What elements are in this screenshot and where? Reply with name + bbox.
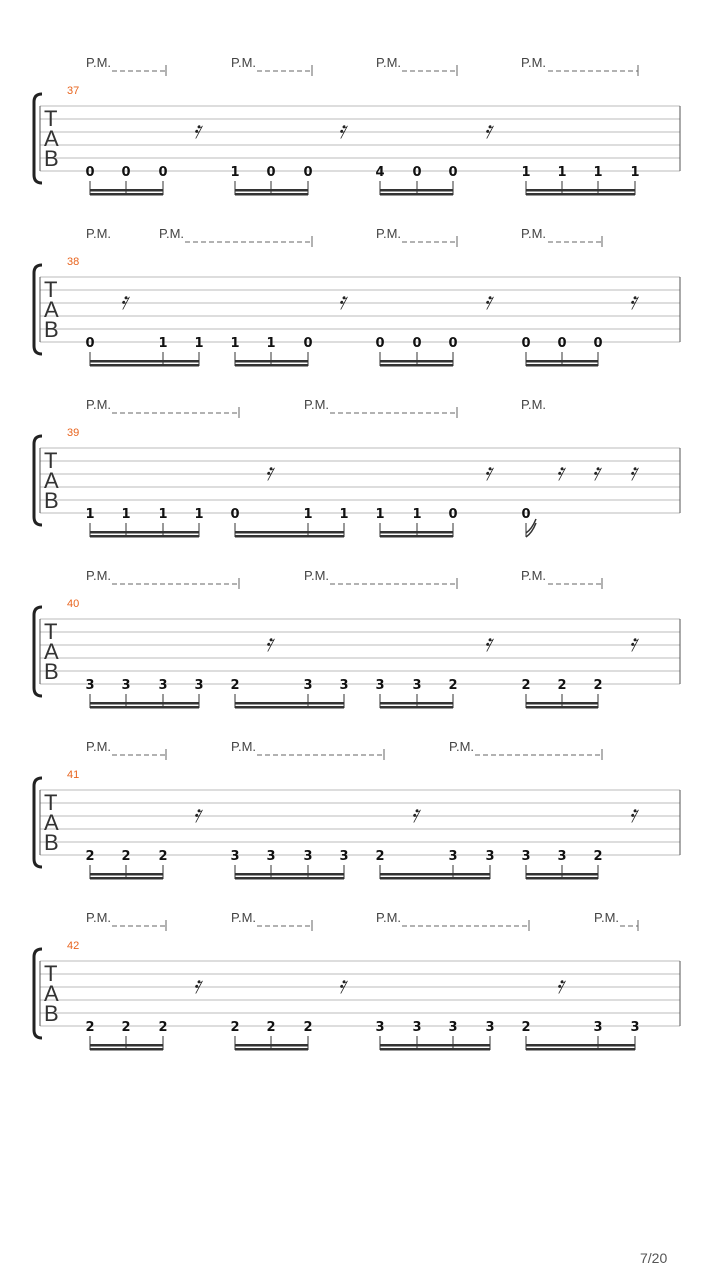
beam-secondary bbox=[235, 535, 344, 538]
system-bracket bbox=[34, 436, 42, 525]
fret-number: 0 bbox=[230, 507, 240, 522]
fret-number: 2 bbox=[158, 849, 168, 864]
fret-number: 3 bbox=[412, 678, 422, 693]
palm-mute-label: P.M. bbox=[521, 226, 547, 241]
beam-primary bbox=[526, 702, 598, 705]
sixteenth-rest: 𝄿 bbox=[338, 116, 346, 144]
beam-primary bbox=[90, 873, 163, 876]
fret-number: 2 bbox=[85, 849, 95, 864]
beam-primary bbox=[380, 1044, 490, 1047]
tab-clef-t: T bbox=[44, 448, 58, 473]
beam-primary bbox=[90, 189, 163, 192]
beam-primary bbox=[90, 531, 199, 534]
fret-number: 2 bbox=[521, 1020, 531, 1035]
fret-number: 1 bbox=[230, 165, 240, 180]
sixteenth-rest: 𝄿 bbox=[193, 971, 201, 999]
sixteenth-rest: 𝄿 bbox=[556, 458, 564, 486]
fret-number: 0 bbox=[448, 165, 458, 180]
fret-number: 3 bbox=[412, 1020, 422, 1035]
beam-secondary bbox=[90, 364, 199, 367]
palm-mute-label: P.M. bbox=[376, 226, 402, 241]
fret-number: 2 bbox=[266, 1020, 276, 1035]
beam-secondary bbox=[380, 877, 490, 880]
fret-number: 1 bbox=[158, 336, 168, 351]
fret-number: 1 bbox=[194, 507, 204, 522]
fret-number: 0 bbox=[448, 507, 458, 522]
fret-number: 0 bbox=[158, 165, 168, 180]
fret-number: 3 bbox=[230, 849, 240, 864]
beam-primary bbox=[526, 189, 635, 192]
fret-number: 0 bbox=[412, 165, 422, 180]
beam-secondary bbox=[380, 364, 453, 367]
measure-number: 39 bbox=[67, 427, 80, 439]
fret-number: 3 bbox=[448, 1020, 458, 1035]
measure-number: 37 bbox=[67, 85, 80, 97]
system-bracket bbox=[34, 607, 42, 696]
beam-primary bbox=[526, 873, 598, 876]
fret-number: 1 bbox=[412, 507, 422, 522]
tab-clef-b: B bbox=[44, 317, 59, 342]
fret-number: 2 bbox=[230, 1020, 240, 1035]
beam-secondary bbox=[526, 193, 635, 196]
beam-primary bbox=[380, 189, 453, 192]
sixteenth-rest: 𝄿 bbox=[338, 287, 346, 315]
tab-clef-b: B bbox=[44, 659, 59, 684]
fret-number: 0 bbox=[85, 336, 95, 351]
beam-primary bbox=[235, 702, 344, 705]
fret-number: 2 bbox=[303, 1020, 313, 1035]
sixteenth-rest: 𝄿 bbox=[592, 458, 600, 486]
fret-number: 3 bbox=[557, 849, 567, 864]
tab-clef-b: B bbox=[44, 1001, 59, 1026]
fret-number: 3 bbox=[485, 1020, 495, 1035]
palm-mute-label: P.M. bbox=[86, 568, 112, 583]
beam-secondary bbox=[235, 877, 344, 880]
fret-number: 0 bbox=[303, 336, 313, 351]
palm-mute-label: P.M. bbox=[376, 910, 402, 925]
beam-primary bbox=[380, 360, 453, 363]
fret-number: 1 bbox=[521, 165, 531, 180]
beam-primary bbox=[235, 360, 308, 363]
fret-number: 2 bbox=[121, 1020, 131, 1035]
fret-number: 3 bbox=[339, 849, 349, 864]
sixteenth-rest: 𝄿 bbox=[556, 971, 564, 999]
fret-number: 0 bbox=[593, 336, 603, 351]
fret-number: 3 bbox=[266, 849, 276, 864]
beam-secondary bbox=[235, 364, 308, 367]
tab-clef-t: T bbox=[44, 961, 58, 986]
sixteenth-rest: 𝄿 bbox=[338, 971, 346, 999]
sixteenth-rest: 𝄿 bbox=[265, 458, 273, 486]
sixteenth-rest: 𝄿 bbox=[629, 629, 637, 657]
beam-primary bbox=[90, 360, 199, 363]
fret-number: 3 bbox=[85, 678, 95, 693]
sixteenth-rest: 𝄿 bbox=[484, 629, 492, 657]
fret-number: 1 bbox=[194, 336, 204, 351]
beam-secondary bbox=[526, 877, 598, 880]
fret-number: 0 bbox=[557, 336, 567, 351]
beam-primary bbox=[235, 1044, 308, 1047]
fret-number: 1 bbox=[630, 165, 640, 180]
beam-secondary bbox=[235, 1048, 308, 1051]
palm-mute-label: P.M. bbox=[86, 397, 112, 412]
tab-clef-b: B bbox=[44, 830, 59, 855]
fret-number: 2 bbox=[557, 678, 567, 693]
sixteenth-rest: 𝄿 bbox=[484, 458, 492, 486]
palm-mute-label: P.M. bbox=[231, 910, 257, 925]
palm-mute-label: P.M. bbox=[86, 55, 112, 70]
sixteenth-rest: 𝄿 bbox=[484, 287, 492, 315]
measure-number: 40 bbox=[67, 598, 80, 610]
fret-number: 3 bbox=[630, 1020, 640, 1035]
beam-secondary bbox=[90, 877, 163, 880]
tab-clef-a: A bbox=[44, 126, 59, 151]
system-bracket bbox=[34, 778, 42, 867]
fret-number: 3 bbox=[448, 849, 458, 864]
palm-mute-label: P.M. bbox=[376, 55, 402, 70]
fret-number: 2 bbox=[593, 678, 603, 693]
fret-number: 3 bbox=[158, 678, 168, 693]
palm-mute-label: P.M. bbox=[594, 910, 620, 925]
fret-number: 0 bbox=[375, 336, 385, 351]
palm-mute-label: P.M. bbox=[86, 910, 112, 925]
sixteenth-rest: 𝄿 bbox=[120, 287, 128, 315]
fret-number: 1 bbox=[121, 507, 131, 522]
fret-number: 2 bbox=[375, 849, 385, 864]
beam-primary bbox=[90, 1044, 163, 1047]
sixteenth-rest: 𝄿 bbox=[629, 287, 637, 315]
tab-clef-a: A bbox=[44, 297, 59, 322]
sixteenth-rest: 𝄿 bbox=[484, 116, 492, 144]
system-bracket bbox=[34, 949, 42, 1038]
beam-primary bbox=[380, 702, 453, 705]
fret-number: 1 bbox=[593, 165, 603, 180]
fret-number: 2 bbox=[121, 849, 131, 864]
system-bracket bbox=[34, 94, 42, 183]
fret-number: 3 bbox=[593, 1020, 603, 1035]
sixteenth-rest: 𝄿 bbox=[629, 458, 637, 486]
beam-secondary bbox=[380, 1048, 490, 1051]
sixteenth-rest: 𝄿 bbox=[193, 116, 201, 144]
fret-number: 3 bbox=[485, 849, 495, 864]
fret-number: 1 bbox=[339, 507, 349, 522]
beam-primary bbox=[380, 873, 490, 876]
beam-secondary bbox=[380, 706, 453, 709]
tab-clef-b: B bbox=[44, 488, 59, 513]
beam-secondary bbox=[235, 193, 308, 196]
page-number: 7/20 bbox=[640, 1250, 668, 1266]
beam-secondary bbox=[380, 535, 453, 538]
tab-clef-t: T bbox=[44, 619, 58, 644]
fret-number: 2 bbox=[85, 1020, 95, 1035]
fret-number: 0 bbox=[521, 507, 531, 522]
sixteenth-rest: 𝄿 bbox=[411, 800, 419, 828]
palm-mute-label: P.M. bbox=[86, 739, 112, 754]
tab-clef-a: A bbox=[44, 468, 59, 493]
beam-primary bbox=[526, 1044, 635, 1047]
sixteenth-rest: 𝄿 bbox=[193, 800, 201, 828]
fret-number: 2 bbox=[158, 1020, 168, 1035]
tab-clef-a: A bbox=[44, 981, 59, 1006]
fret-number: 3 bbox=[521, 849, 531, 864]
tab-clef-t: T bbox=[44, 790, 58, 815]
palm-mute-label: P.M. bbox=[521, 397, 547, 412]
tab-clef-b: B bbox=[44, 146, 59, 171]
fret-number: 1 bbox=[266, 336, 276, 351]
palm-mute-label: P.M. bbox=[86, 226, 112, 241]
fret-number: 1 bbox=[303, 507, 313, 522]
fret-number: 0 bbox=[412, 336, 422, 351]
tab-clef-a: A bbox=[44, 810, 59, 835]
palm-mute-label: P.M. bbox=[521, 568, 547, 583]
fret-number: 1 bbox=[230, 336, 240, 351]
fret-number: 3 bbox=[194, 678, 204, 693]
measure-number: 41 bbox=[67, 769, 80, 781]
beam-primary bbox=[235, 189, 308, 192]
sixteenth-rest: 𝄿 bbox=[629, 800, 637, 828]
fret-number: 3 bbox=[303, 678, 313, 693]
fret-number: 1 bbox=[158, 507, 168, 522]
tab-clef-t: T bbox=[44, 277, 58, 302]
tab-clef-a: A bbox=[44, 639, 59, 664]
fret-number: 2 bbox=[521, 678, 531, 693]
fret-number: 3 bbox=[303, 849, 313, 864]
beam-secondary bbox=[526, 706, 598, 709]
fret-number: 1 bbox=[375, 507, 385, 522]
fret-number: 0 bbox=[448, 336, 458, 351]
fret-number: 2 bbox=[448, 678, 458, 693]
beam-primary bbox=[235, 531, 344, 534]
beam-secondary bbox=[90, 535, 199, 538]
sixteenth-rest: 𝄿 bbox=[265, 629, 273, 657]
fret-number: 3 bbox=[121, 678, 131, 693]
fret-number: 3 bbox=[375, 1020, 385, 1035]
tab-clef-t: T bbox=[44, 106, 58, 131]
fret-number: 0 bbox=[266, 165, 276, 180]
palm-mute-label: P.M. bbox=[304, 397, 330, 412]
fret-number: 0 bbox=[521, 336, 531, 351]
beam-primary bbox=[526, 360, 598, 363]
beam-secondary bbox=[526, 1048, 635, 1051]
measure-number: 38 bbox=[67, 256, 80, 268]
beam-secondary bbox=[235, 706, 344, 709]
fret-number: 0 bbox=[303, 165, 313, 180]
beam-secondary bbox=[526, 364, 598, 367]
fret-number: 0 bbox=[121, 165, 131, 180]
system-bracket bbox=[34, 265, 42, 354]
beam-secondary bbox=[90, 193, 163, 196]
note-flag bbox=[526, 523, 536, 537]
fret-number: 1 bbox=[557, 165, 567, 180]
measure-number: 42 bbox=[67, 940, 80, 952]
fret-number: 1 bbox=[85, 507, 95, 522]
fret-number: 0 bbox=[85, 165, 95, 180]
palm-mute-label: P.M. bbox=[521, 55, 547, 70]
fret-number: 2 bbox=[230, 678, 240, 693]
beam-primary bbox=[90, 702, 199, 705]
fret-number: 4 bbox=[375, 165, 385, 180]
beam-primary bbox=[235, 873, 344, 876]
palm-mute-label: P.M. bbox=[231, 739, 257, 754]
palm-mute-label: P.M. bbox=[231, 55, 257, 70]
fret-number: 2 bbox=[593, 849, 603, 864]
fret-number: 3 bbox=[375, 678, 385, 693]
palm-mute-label: P.M. bbox=[304, 568, 330, 583]
palm-mute-label: P.M. bbox=[159, 226, 185, 241]
fret-number: 3 bbox=[339, 678, 349, 693]
beam-secondary bbox=[90, 706, 199, 709]
beam-secondary bbox=[380, 193, 453, 196]
beam-secondary bbox=[90, 1048, 163, 1051]
beam-primary bbox=[380, 531, 453, 534]
palm-mute-label: P.M. bbox=[449, 739, 475, 754]
